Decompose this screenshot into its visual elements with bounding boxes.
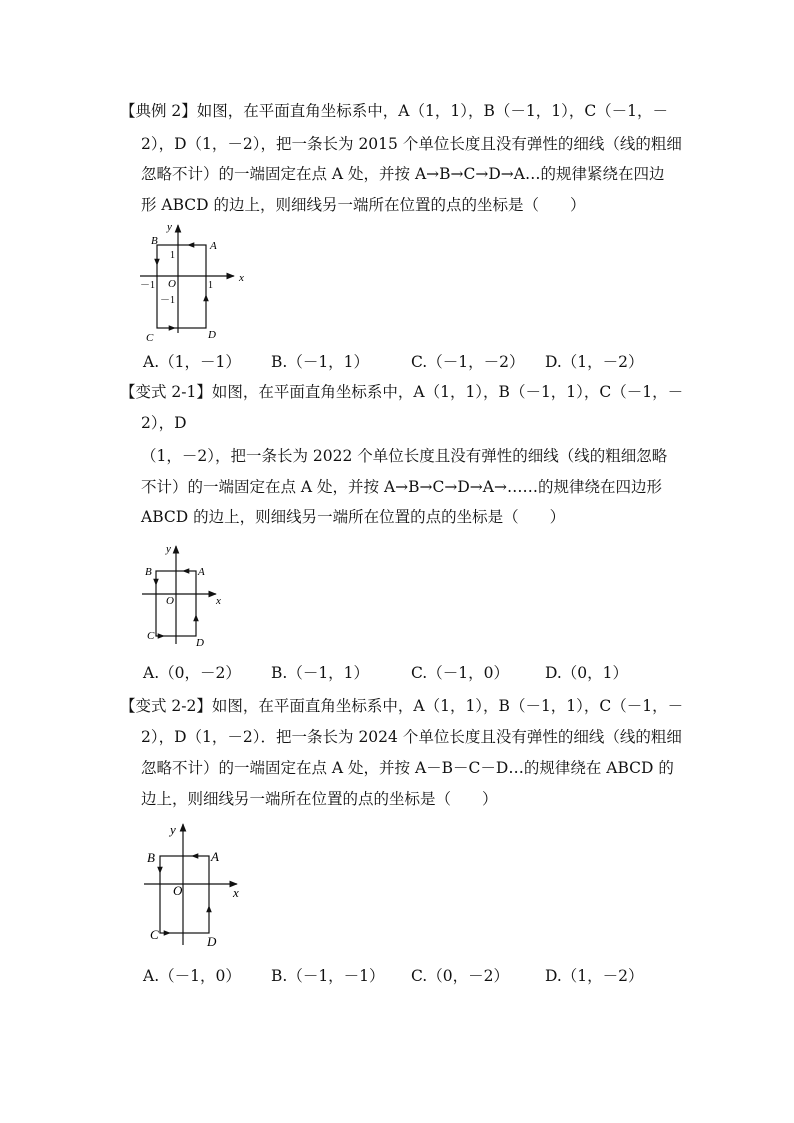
option-d[interactable]: D.（1，－2） — [545, 967, 644, 985]
quadrilateral-abcd — [160, 856, 209, 933]
option-c[interactable]: C.（0，－2） — [411, 967, 509, 985]
problem-2-line-3: （1，－2），把一条长为 2022 个单位长度且没有弹性的细线（线的粗细忽略 — [141, 447, 668, 465]
point-a-label: A — [210, 240, 217, 252]
problem-2-line-2: 2），D — [141, 414, 187, 432]
option-b[interactable]: B.（－1，1） — [271, 664, 370, 682]
option-a[interactable]: A.（0，－2） — [143, 664, 241, 682]
option-b[interactable]: B.（－1，－1） — [271, 967, 385, 985]
point-d-label: D — [196, 637, 204, 649]
tick-label-x-1: 1 — [208, 280, 213, 291]
tick-label-y-neg1: －1 — [160, 295, 175, 306]
origin-label: O — [166, 595, 174, 607]
y-axis-label: y — [170, 822, 176, 837]
point-b-label: B — [151, 235, 158, 247]
problem-2-figure — [138, 540, 238, 652]
y-axis-label: y — [167, 221, 172, 233]
problem-2-line-4: 不计）的一端固定在点 A 处，并按 A→B→C→D→A→……的规律绕在四边形 — [141, 478, 662, 496]
option-a[interactable]: A.（1，－1） — [143, 353, 241, 371]
option-c[interactable]: C.（－1，0） — [411, 664, 509, 682]
problem-3-line-1: 【变式 2-2】如图，在平面直角坐标系中，A（1，1），B（－1，1），C（－1，－ — [120, 697, 684, 715]
problem-3-line-2: 2），D（1，－2）．把一条长为 2024 个单位长度且没有弹性的细线（线的粗细 — [141, 728, 682, 746]
quadrilateral-abcd — [157, 245, 206, 328]
origin-label: O — [168, 278, 176, 290]
y-axis-label: y — [166, 543, 171, 555]
option-d[interactable]: D.（0，1） — [545, 664, 629, 682]
point-c-label: C — [146, 332, 154, 344]
point-b-label: B — [147, 850, 155, 865]
problem-3-line-3: 忽略不计）的一端固定在点 A 处，并按 A－B－C－D…的规律绕在 ABCD 的 — [141, 759, 674, 777]
problem-1-figure — [130, 215, 260, 350]
point-a-label: A — [198, 566, 205, 578]
point-a-label: A — [211, 849, 219, 864]
x-axis-label: x — [239, 272, 244, 284]
problem-3-line-4: 边上，则细线另一端所在位置的点的坐标是（ ） — [141, 790, 498, 808]
option-a[interactable]: A.（－1，0） — [143, 967, 241, 985]
point-c-label: C — [150, 927, 159, 942]
problem-1-line-1: 【典例 2】如图，在平面直角坐标系中，A（1，1），B（－1，1），C（－1，－ — [120, 102, 669, 120]
point-d-label: D — [207, 934, 217, 949]
origin-label: O — [173, 883, 183, 898]
problem-1-line-2: 2），D（1，－2），把一条长为 2015 个单位长度且没有弹性的细线（线的粗细 — [141, 135, 682, 153]
point-d-label: D — [208, 329, 216, 341]
point-c-label: C — [147, 630, 155, 642]
problem-1-line-4: 形 ABCD 的边上，则细线另一端所在位置的点的坐标是（ ） — [141, 196, 586, 214]
tick-label-x-neg1: －1 — [140, 280, 155, 291]
option-d[interactable]: D.（1，－2） — [545, 353, 644, 371]
option-b[interactable]: B.（－1，1） — [271, 353, 370, 371]
option-c[interactable]: C.（－1，－2） — [411, 353, 525, 371]
x-axis-label: x — [216, 595, 221, 607]
tick-label-y-1: 1 — [170, 250, 175, 261]
problem-2-line-1: 【变式 2-1】如图，在平面直角坐标系中，A（1，1），B（－1，1），C（－1，－ — [120, 383, 684, 401]
x-axis-label: x — [233, 885, 239, 900]
problem-1-line-3: 忽略不计）的一端固定在点 A 处，并按 A→B→C→D→A…的规律紧绕在四边 — [141, 165, 665, 183]
problem-3-figure — [140, 818, 255, 953]
point-b-label: B — [145, 566, 152, 578]
problem-2-line-5: ABCD 的边上，则细线另一端所在位置的点的坐标是（ ） — [141, 508, 566, 526]
